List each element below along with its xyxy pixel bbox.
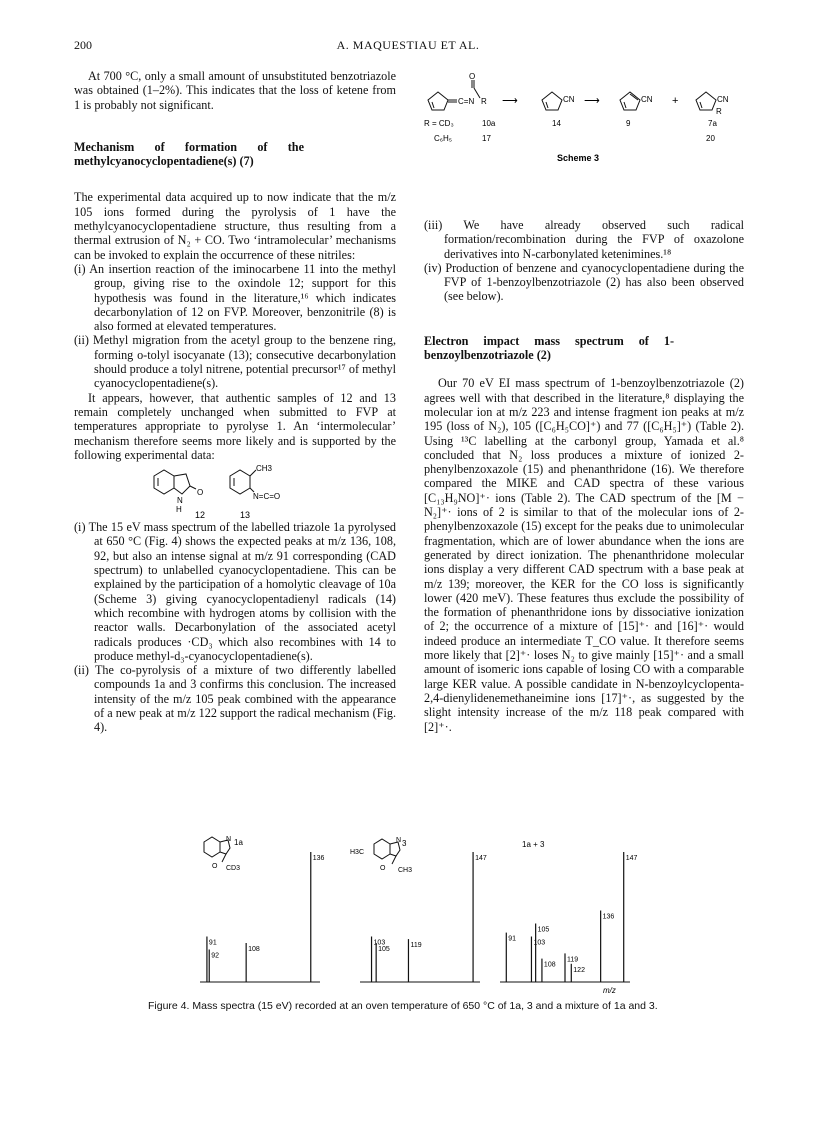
spectrum-peak-label-119: 119 xyxy=(410,942,422,950)
spectrum-peak-label-147: 147 xyxy=(475,855,487,862)
figure-xlabel: m/z xyxy=(603,986,616,995)
scheme-ketenimine-label: C=N xyxy=(458,97,475,106)
spectrum-peak-label-108: 108 xyxy=(543,961,556,969)
spectrum-peak-label-122: 122 xyxy=(573,966,585,974)
scheme-cn-7a: CN xyxy=(717,95,729,104)
structure-12-n: N xyxy=(177,496,183,506)
scheme-arrow-2: ⟶ xyxy=(584,95,600,107)
figure-label-1a-plus-3: 1a + 3 xyxy=(522,840,545,849)
list-item-labelled-triazole: (i) The 15 eV mass spectrum of the labelled triazole 1a pyrolysed at 650 °C (Fig. 4) shows the expected peaks at m/z 136, 108, 92, but also an intense signal at m/z 91 corresponding (CAD spectrum) to unlabelled cyanocyclopentadiene. This can be explained by the participation of a homolytic cleavage of 10a (Scheme 3) giving cyanocyclopentadienyl radicals (14) which recombine with hydrogen atoms by collision with the reactor walls. Decarbonylation of the associated acetyl radicals produces ·CD₃ which also recombines with 14 to produce methyl-d₃-cyanocyclopentadiene(s). xyxy=(74,520,396,663)
figure-4-mass-spectra xyxy=(190,830,640,1000)
figure-3-h3c: H3C xyxy=(350,849,365,856)
spectrum-peak-label-119: 119 xyxy=(567,956,579,964)
scheme-label-9: 9 xyxy=(626,119,631,128)
paragraph-intermolecular: It appears, however, that authentic samples of 12 and 13 remain completely unchanged when submitted to FVP at temperatures appropriate to pyrolyse 1. An ‘intermolecular’ mechanism therefore seems more likely and is supported by the following experimental data: xyxy=(74,390,396,462)
paragraph-experimental: The experimental data acquired up to now indicate that the m/z 105 ions formed during the pyrolysis of 1 have the methylcyanocyclopentadiene structure, thus resulting from a thermal extrusion of N₂ + CO. Two ‘intramolecular’ mechanisms can be invoked to explain the occurrence of these nitriles: xyxy=(74,190,396,262)
spectrum-peak-label-136: 136 xyxy=(602,913,615,921)
spectrum-peak-label-103: 103 xyxy=(533,939,546,947)
spectrum-1a xyxy=(200,852,325,982)
paragraph-ketene: At 700 °C, only a small amount of unsubstituted benzotriazole was obtained (1–2%). This indicates that the loss of ketene from 1 is probably not significant. xyxy=(74,69,396,112)
spectrum-peak-label-105: 105 xyxy=(378,946,390,953)
spectrum-peak-label-136: 136 xyxy=(312,855,325,862)
scheme-label-10a: 10a xyxy=(482,119,496,128)
scheme-label-7a: 7a xyxy=(708,119,717,128)
spectrum-peak-label-108: 108 xyxy=(248,946,260,953)
scheme-r-cd3: R = CD₃ xyxy=(424,119,454,128)
scheme-3 xyxy=(424,70,744,166)
figure-4-caption: Figure 4. Mass spectra (15 eV) recorded at an oven temperature of 650 °C of 1a, 3 and a mixture of 1a and 3. xyxy=(148,1000,658,1012)
structure-12 xyxy=(154,470,196,494)
scheme-label-20: 20 xyxy=(706,134,715,143)
scheme-caption: Scheme 3 xyxy=(557,153,600,163)
scheme-c6h5: C₆H₅ xyxy=(434,134,453,143)
spectrum-peak-label-92: 92 xyxy=(211,952,220,960)
section-heading-mechanism: Mechanism of formation of the methylcyanocyclopentadiene(s) (7) xyxy=(74,139,304,169)
structure-12-o: O xyxy=(197,488,204,498)
figure-1a-o: O xyxy=(212,863,218,870)
figure-label-1a: 1a xyxy=(234,838,243,847)
spectrum-peak-label-103: 103 xyxy=(373,939,386,947)
structure-13-number: 13 xyxy=(240,510,251,521)
figure-1a-cd3: CD3 xyxy=(226,865,241,872)
list-item-copyrolysis: (ii) The co-pyrolysis of a mixture of two differently labelled compounds 1a and 3 confirms this conclusion. The increased intensity of the m/z 105 peak combined with the appearance of a new peak at m/z 122 support the radical mechanism (Fig. 4). xyxy=(74,663,396,735)
paragraph-ei-spectrum: Our 70 eV EI mass spectrum of 1-benzoylbenzotriazole (2) agrees well with that described in the literature,⁸ displaying the molecular ion at m/z 223 and intense fragment ion peaks at m/z 195 (loss of N₂), 105 ([C₆H₅CO]⁺) and 77 ([C₆H₅]⁺) (Table 2). Using ¹³C labelling at the carbonyl group, Yamada et al.⁸ concluded that N₂ loss produces a mixture of ionized 2-phenylbenzoxazole (15) and phenanthridone (16). We therefore compared the MIKE and CAD spectra of these various [C₁₃H₉NO]⁺· ions (Table 2). The CAD spectrum of the [M − N₂]⁺· ions of 2 is similar to that of the molecular ions of 2-phenylbenzoxazole (15) except for the peaks due to unimolecular fragmentation, which are of lower abundance when the ions are generated by direct ionization. The phenanthridone molecular ions display a very different CAD spectrum with a base peak at m/z 139; moreover, the KER for the CO loss is significantly lower (420 meV). These features thus exclude the possibility of the formation of phenanthridone ions by dissociative ionization of 2; the occurrence of a mixture of [15]⁺· and [16]⁺· would indeed produce an intermediate T_CO value. It therefore seems more likely that [2]⁺· loses N₂ to give mainly [15]⁺· and a small amount of isomeric ions capable of losing CO with a comparable large KER value. A possible candidate in N-benzoylcyclopenta-2,4-dienylidenemethaneimine ions [17]⁺·, as suggested by the slight intensity increase of the m/z 118 peak compared with [2]⁺·. xyxy=(424,376,744,734)
structure-12-number: 12 xyxy=(195,510,206,521)
structure-12-h: H xyxy=(176,505,182,515)
spectrum-peak-label-91: 91 xyxy=(508,935,517,943)
structure-13-ch3: CH3 xyxy=(256,464,273,474)
scheme-r-10a: R xyxy=(481,97,487,106)
scheme-cn-9: CN xyxy=(641,95,653,104)
figure-1a-n: N xyxy=(226,836,232,843)
right-column xyxy=(424,218,744,734)
list-item-insertion: (i) An insertion reaction of the iminocarbene 11 into the methyl group, giving rise to the oxindole 12; support for this hypothesis was found in the literature,¹⁶ which indicates decarbonylation of 12 on FVP. Moreover, benzonitrile (8) is also formed at elevated temperatures. xyxy=(74,261,396,334)
scheme-label-17: 17 xyxy=(482,134,491,143)
scheme-cn-14: CN xyxy=(563,95,575,104)
scheme-label-14: 14 xyxy=(552,119,561,128)
scheme-arrow-1: ⟶ xyxy=(502,95,518,107)
structures-12-13 xyxy=(74,462,396,520)
running-head: A. MAQUESTIAU ET AL. xyxy=(336,38,480,52)
spectrum-1a-plus-3 xyxy=(500,852,637,982)
figure-3-n: N xyxy=(396,837,402,844)
left-column xyxy=(74,69,396,735)
list-item-radical-formation: (iii) We have already observed such radical formation/recombination during the FVP of oxazolone derivatives into N-carbonylated ketenimines.¹⁸ xyxy=(424,218,744,261)
page-number: 200 xyxy=(74,38,92,52)
scheme-r-7a: R xyxy=(716,107,722,116)
scheme-plus: + xyxy=(672,95,679,107)
figure-3-ch3: CH3 xyxy=(398,867,413,874)
spectrum-peak-label-105: 105 xyxy=(537,926,550,934)
structure-13-nco: N=C=O xyxy=(253,492,281,502)
section-heading-ei-spectrum: Electron impact mass spectrum of 1-benzoylbenzotriazole (2) xyxy=(424,333,674,363)
spectrum-peak-label-147: 147 xyxy=(625,855,638,862)
figure-3-o: O xyxy=(380,865,386,872)
spectrum-peak-label-91: 91 xyxy=(208,939,217,947)
figure-label-3: 3 xyxy=(402,839,407,848)
list-item-methyl-migration: (ii) Methyl migration from the acetyl group to the benzene ring, forming o-tolyl isocyanate (13); consecutive decarbonylation should produce a tolyl nitrene, potential precursor¹⁷ of methyl cyanocyclopentadiene(s). xyxy=(74,333,396,391)
structure-13 xyxy=(230,470,256,494)
scheme-o: O xyxy=(469,72,476,81)
list-item-benzene-production: (iv) Production of benzene and cyanocyclopentadiene during the FVP of 1-benzoylbenzotriazole (2) has also been observed (see below). xyxy=(424,260,744,304)
